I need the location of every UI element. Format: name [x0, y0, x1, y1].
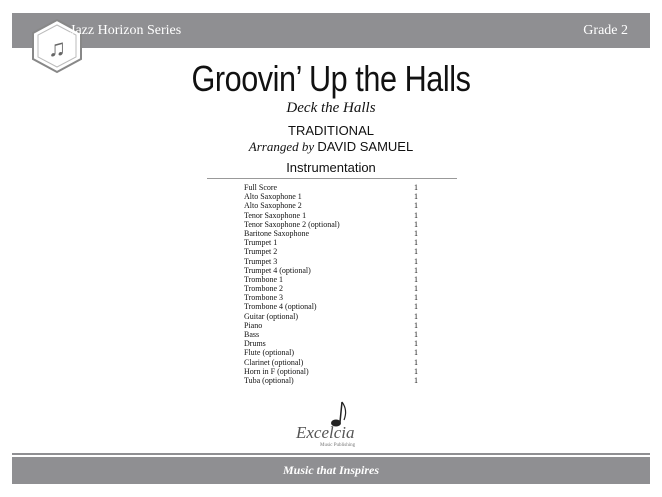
part-name: Trumpet 4 (optional): [244, 265, 311, 275]
part-name: Full Score: [244, 183, 278, 192]
part-name: Baritone Saxophone: [244, 228, 310, 238]
part-quantity: 1: [414, 256, 418, 266]
list-item: [244, 358, 418, 367]
part-quantity: 1: [414, 293, 418, 303]
part-name: Flute (optional): [244, 348, 294, 358]
part-quantity: 1: [414, 274, 418, 284]
list-item: [244, 284, 418, 293]
part-quantity: 1: [414, 228, 418, 238]
list-item: [244, 229, 418, 238]
part-name: Tenor Saxophone 2 (optional): [244, 219, 340, 229]
divider: [207, 178, 457, 179]
part-quantity: 1: [414, 366, 418, 376]
part-name: Clarinet (optional): [244, 357, 304, 367]
part-name: Trombone 4 (optional): [244, 302, 317, 312]
part-name: Trombone 2: [244, 284, 284, 294]
svg-text:♫: ♫: [48, 36, 66, 62]
part-quantity: 1: [414, 320, 418, 330]
part-name: Drums: [244, 339, 266, 349]
part-name: Trumpet 3: [244, 256, 278, 266]
publisher-sub: Music Publishing: [320, 443, 356, 448]
list-item: [244, 257, 418, 266]
part-quantity: 1: [414, 210, 418, 220]
footer-tagline: Music that Inspires: [282, 463, 380, 477]
list-item: [244, 330, 418, 339]
list-item: [244, 293, 418, 302]
list-item: [244, 211, 418, 220]
page-title: Groovin’ Up the Halls: [191, 58, 471, 99]
part-name: Trombone 1: [244, 274, 284, 284]
footer-rule: [12, 453, 650, 455]
part-quantity: 1: [414, 330, 418, 339]
list-item: [244, 339, 418, 348]
part-quantity: 1: [414, 265, 418, 275]
instrumentation-heading: Instrumentation: [286, 160, 376, 175]
arranger-name: DAVID SAMUEL: [317, 139, 414, 154]
part-quantity: 1: [414, 311, 418, 321]
subtitle: Deck the Halls: [286, 100, 376, 116]
part-name: Trumpet 1: [244, 238, 278, 248]
instrumentation-list: [244, 183, 418, 385]
part-name: Trombone 3: [244, 293, 284, 303]
list-item: [244, 321, 418, 330]
publisher-name: Excelcia: [296, 423, 355, 442]
part-name: Horn in F (optional): [244, 366, 309, 376]
arranger-prefix: Arranged by: [248, 139, 315, 154]
part-quantity: 1: [414, 192, 418, 202]
list-item: [244, 367, 418, 376]
list-item: [244, 266, 418, 275]
list-item: [244, 348, 418, 357]
part-name: Guitar (optional): [244, 311, 298, 321]
part-name: Alto Saxophone 2: [244, 201, 302, 211]
list-item: [244, 302, 418, 311]
part-quantity: 1: [414, 284, 418, 294]
arranger-line: [0, 139, 662, 155]
part-quantity: 1: [414, 238, 418, 248]
list-item: [244, 376, 418, 385]
part-quantity: 1: [414, 183, 418, 192]
part-quantity: 1: [414, 375, 418, 385]
part-name: Tuba (optional): [244, 375, 294, 385]
part-quantity: 1: [414, 247, 418, 257]
list-item: [244, 312, 418, 321]
list-item: [244, 192, 418, 201]
part-name: Bass: [244, 330, 260, 339]
list-item: [244, 247, 418, 256]
part-name: Alto Saxophone 1: [244, 192, 302, 202]
part-quantity: 1: [414, 201, 418, 211]
composer: TRADITIONAL: [288, 123, 374, 138]
part-name: Tenor Saxophone 1: [244, 210, 307, 220]
list-item: [244, 201, 418, 210]
part-quantity: 1: [414, 339, 418, 349]
list-item: [244, 275, 418, 284]
part-name: Trumpet 2: [244, 247, 278, 257]
part-quantity: 1: [414, 302, 418, 312]
list-item: [244, 238, 418, 247]
list-item: [244, 220, 418, 229]
publisher-logo: [290, 398, 370, 448]
list-item: [244, 183, 418, 192]
part-name: Piano: [244, 320, 263, 330]
grade-level: Grade 2: [583, 23, 628, 38]
part-quantity: 1: [414, 357, 418, 367]
part-quantity: 1: [414, 348, 418, 358]
series-name: Jazz Horizon Series: [70, 23, 182, 38]
part-quantity: 1: [414, 219, 418, 229]
